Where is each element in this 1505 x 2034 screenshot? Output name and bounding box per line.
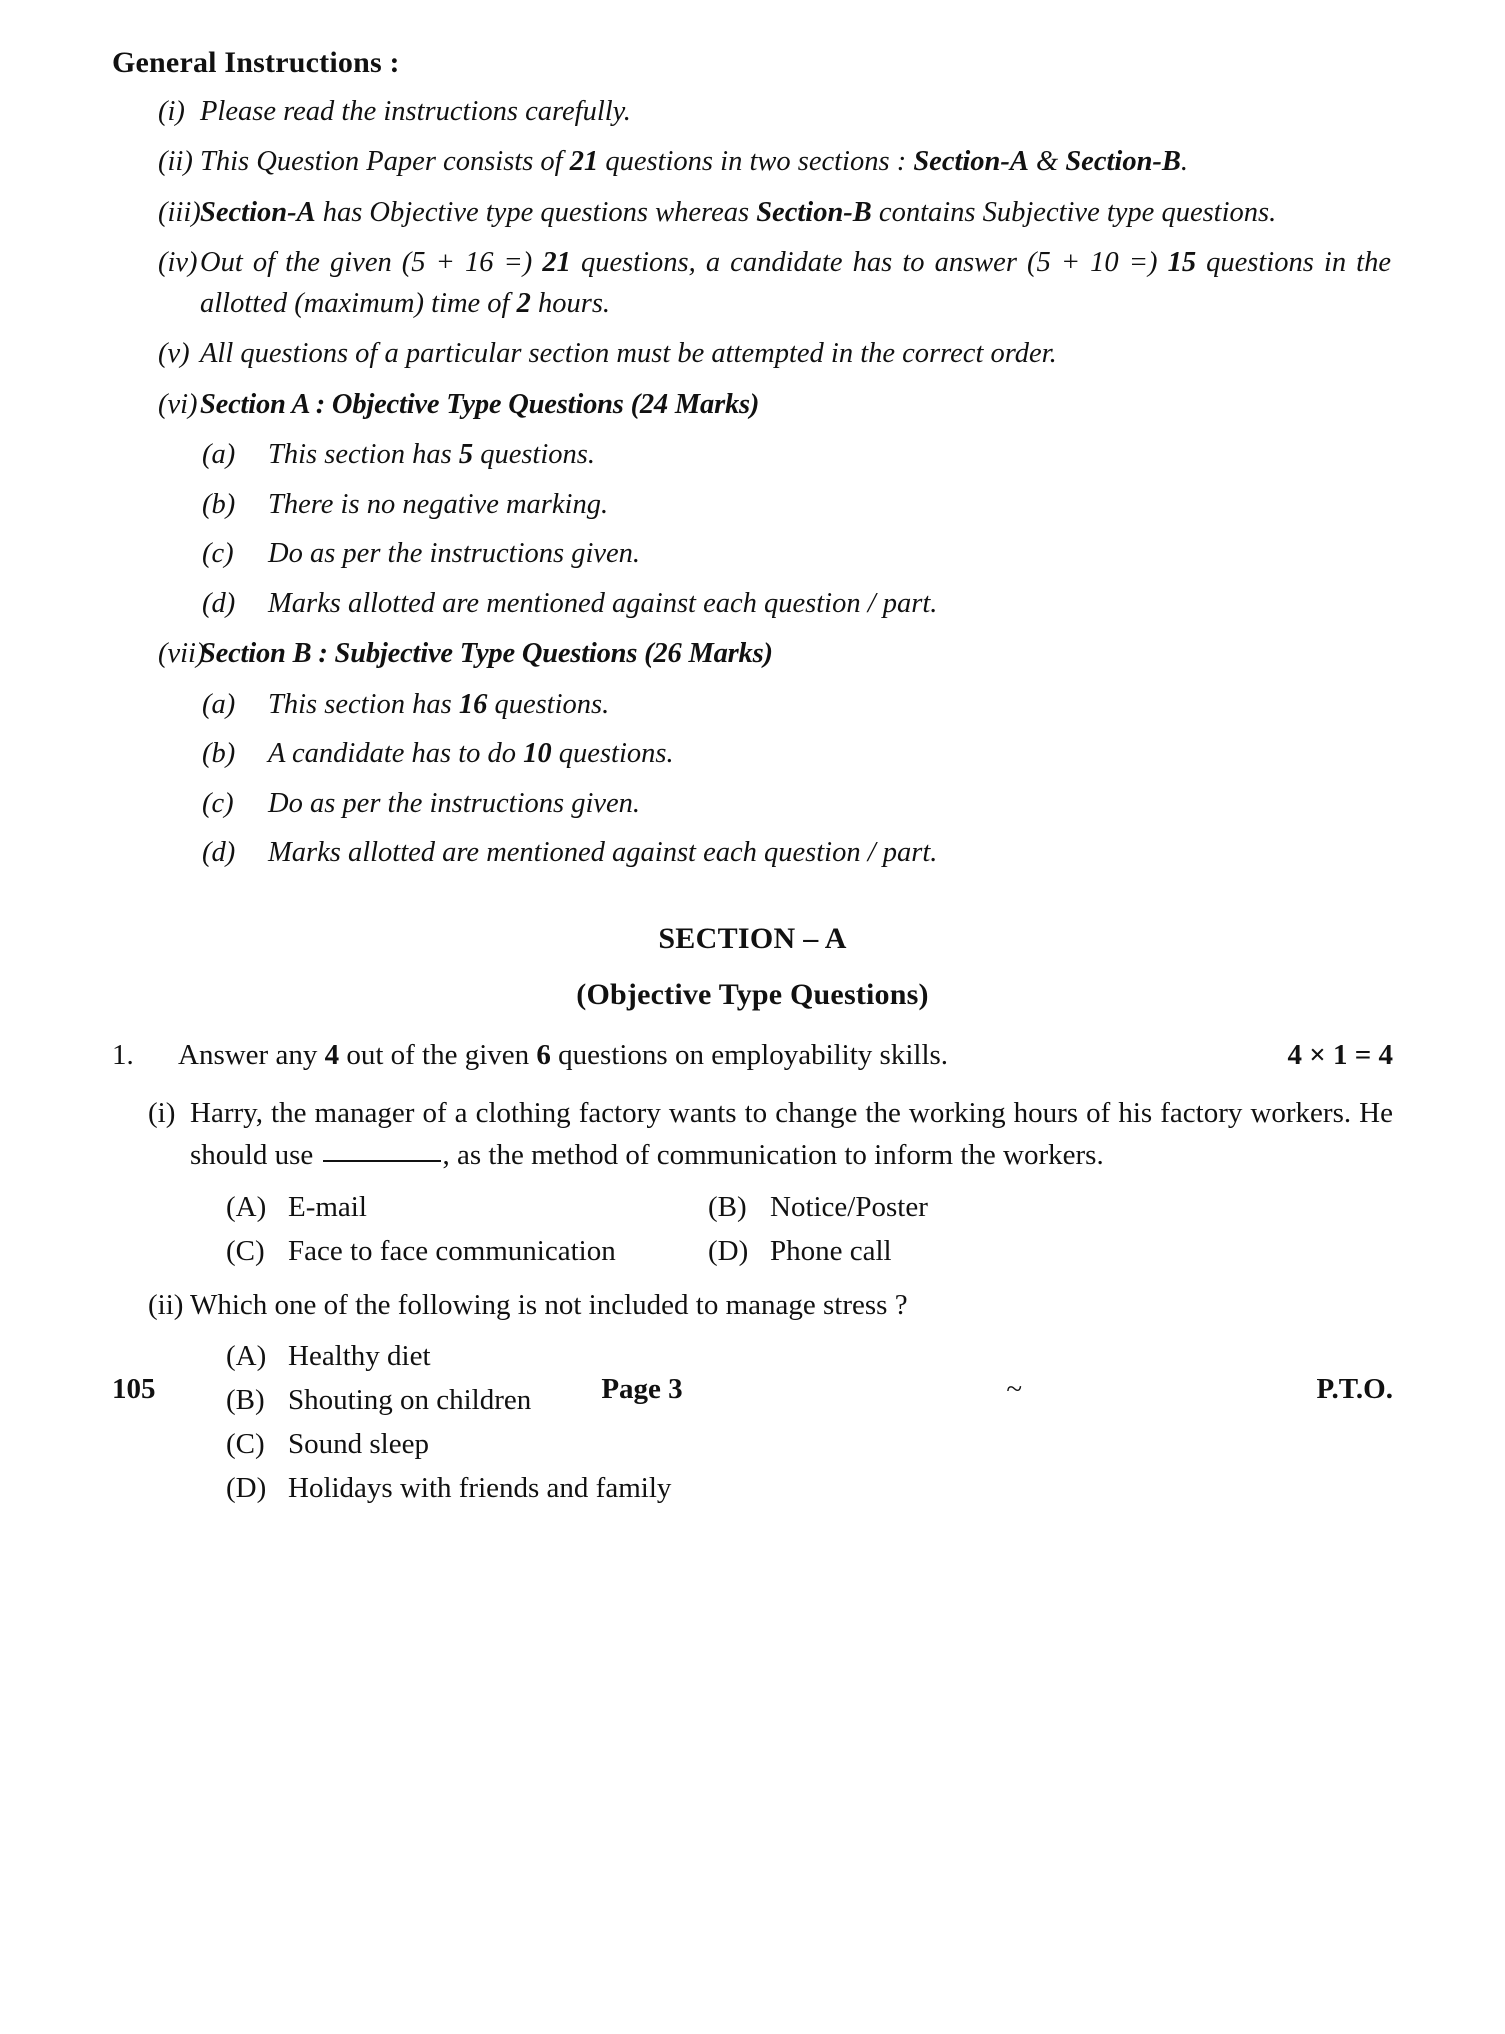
question-1-stem-text [178,1034,948,1076]
option-label: (A) [226,1340,267,1373]
instruction-sub-text [268,685,1393,725]
plain-text: questions in two sections : [598,146,914,178]
instruction-row [112,193,1393,233]
option-text: Sound sleep [288,1428,429,1461]
plain-text: This section has [268,439,459,471]
option-list [226,1191,1393,1268]
plain-text: hours. [530,287,611,319]
option-text: Healthy diet [288,1340,431,1373]
section-a-rule-title: Section A : Objective Type Questions (24 Marks) [200,388,760,420]
instruction-sub-text [268,734,1393,774]
question-1-number: 1. [112,1038,134,1071]
question-part-text-before-blank: Harry, the manager of a clothing factory wants to change the working hours of his factory workers. He should use [190,1096,1393,1172]
emphasis-text: 5 [458,439,474,471]
question-1-parts [112,1092,1393,1506]
instruction-sub-text [268,833,1393,873]
option-label: (D) [226,1472,267,1505]
option-text: Holidays with friends and family [288,1472,672,1505]
instruction-text [200,193,1393,233]
emphasis-text: 6 [536,1038,551,1071]
plain-text: questions, a candidate has to answer (5 + 10 =) [570,247,1168,279]
instruction-sub-marker: (d) [202,587,236,619]
emphasis-text: Section-B [1065,146,1181,178]
option-text: Shouting on children [288,1384,532,1417]
plain-text: Out of the given (5 + 16 =) [200,247,543,279]
option-item[interactable] [708,1191,1393,1224]
instruction-sub-row [112,485,1393,525]
emphasis-text: Section-B [756,196,872,228]
instruction-sub-text [268,485,1393,525]
instruction-sub-marker: (d) [202,837,236,869]
section-a-sub-list [112,435,1393,624]
plain-text: There is no negative marking. [268,488,609,520]
emphasis-text: 21 [542,247,571,279]
plain-text: All questions of a particular section must be attempted in the correct order. [200,338,1057,370]
tilde-mark: ~ [1006,1373,1023,1405]
instruction-sub-row [112,685,1393,725]
plain-text: A candidate has to do [268,738,524,770]
plain-text: Do as per the instructions given. [268,538,641,570]
option-label: (D) [708,1234,749,1267]
emphasis-text: 2 [516,287,531,319]
emphasis-text: 16 [458,688,488,720]
emphasis-text: 4 [324,1038,340,1071]
question-1-marks: 4 × 1 = 4 [1287,1038,1393,1071]
plain-text: out of the given [339,1038,537,1071]
option-item[interactable] [226,1340,1393,1373]
instruction-sub-row [112,534,1393,574]
instruction-sub-marker: (c) [202,787,234,819]
plain-text: questions. [487,688,610,720]
option-item[interactable] [708,1235,1393,1268]
plain-text: has Objective type questions whereas [315,196,757,228]
section-subtitle: (Objective Type Questions) [576,977,929,1011]
plain-text: Do as per the instructions given. [268,787,641,819]
plain-text: contains Subjective type questions. [871,196,1277,228]
instruction-row [112,243,1393,324]
instruction-marker: (v) [158,338,190,370]
emphasis-text: Section-A [913,146,1029,178]
option-label: (C) [226,1234,265,1267]
emphasis-text: Section-A [200,196,316,228]
general-instructions-heading: General Instructions : [112,46,400,79]
instruction-sub-marker: (b) [202,738,236,770]
instruction-sub-text [268,534,1393,574]
option-label: (B) [708,1190,747,1223]
instruction-sub-row [112,734,1393,774]
instruction-sub-row [112,435,1393,475]
section-b-rule-title: Section B : Subjective Type Questions (26 Marks) [200,638,773,670]
fill-in-blank[interactable] [323,1160,441,1162]
plain-text: . [1180,146,1189,178]
instruction-row [112,334,1393,374]
plain-text: & [1028,146,1066,178]
option-item[interactable] [226,1191,708,1224]
question-1-block [112,1034,1393,1506]
instruction-marker: (ii) [158,146,193,178]
option-item[interactable] [226,1472,1393,1505]
instruction-text [200,334,1393,374]
option-text: Face to face communication [288,1234,616,1267]
instruction-sub-row [112,784,1393,824]
instruction-sub-row [112,584,1393,624]
question-1-stem-row [112,1034,1393,1076]
emphasis-text: 15 [1167,247,1197,279]
plain-text: questions. [551,738,674,770]
instruction-row [112,92,1393,132]
instruction-sub-marker: (b) [202,488,236,520]
option-text: E-mail [288,1190,367,1223]
plain-text: questions. [473,439,595,471]
instruction-marker: (iii) [158,196,201,228]
instruction-sub-text [268,784,1393,824]
question-part-row [112,1284,1393,1327]
option-item[interactable] [226,1428,1393,1461]
instruction-marker: (i) [158,96,185,127]
option-text: Phone call [770,1234,892,1267]
instruction-text [200,243,1393,324]
question-part-text-after-blank: , as the method of communication to inform the workers. [442,1139,1104,1172]
plain-text: Marks allotted are mentioned against each question / part. [268,587,938,619]
instruction-marker: (iv) [158,247,198,279]
emphasis-text: 10 [523,738,552,770]
plain-text: Marks allotted are mentioned against each question / part. [268,837,938,869]
pto-label: P.T.O. [1316,1373,1393,1405]
instruction-row-section-a-rule [112,385,1393,425]
question-part-text [190,1092,1393,1177]
instruction-sub-text [268,435,1393,475]
instruction-sub-marker: (a) [202,688,236,720]
section-title: SECTION – A [658,921,847,955]
instruction-row-section-b-rule [112,634,1393,674]
option-text: Notice/Poster [770,1190,928,1223]
plain-text: This section has [268,688,459,720]
page-number: Page 3 [601,1373,683,1405]
option-label: (A) [226,1190,267,1223]
paper-code: 105 [112,1373,156,1405]
instruction-text [200,92,1393,132]
instruction-sub-marker: (a) [202,439,236,471]
question-part-text-before-blank: Which one of the following is not included to manage stress ? [190,1288,908,1321]
question-part-marker: (ii) [148,1288,184,1321]
emphasis-text: 21 [569,146,599,178]
general-instructions-list [112,92,1393,375]
instruction-sub-text [268,584,1393,624]
plain-text: This Question Paper consists of [200,146,570,178]
option-label: (B) [226,1384,265,1417]
question-1-stem [178,1034,1393,1076]
question-part-text [190,1284,1393,1327]
instruction-marker: (vi) [158,388,198,420]
instruction-sub-marker: (c) [202,538,234,570]
instruction-marker: (vii) [158,638,206,670]
plain-text: questions in the allotted (maximum) time of [200,247,1391,319]
page-footer [112,1373,1393,1406]
section-b-sub-list [112,685,1393,874]
plain-text: Please read the instructions carefully. [200,96,631,127]
plain-text: questions on employability skills. [550,1038,949,1071]
plain-text: Answer any [178,1038,325,1071]
option-item[interactable] [226,1235,708,1268]
question-part-marker: (i) [148,1096,176,1129]
option-label: (C) [226,1428,265,1461]
instruction-row [112,142,1393,182]
instruction-text [200,142,1393,182]
instruction-sub-row [112,833,1393,873]
option-list [226,1340,1393,1505]
question-part-row [112,1092,1393,1177]
